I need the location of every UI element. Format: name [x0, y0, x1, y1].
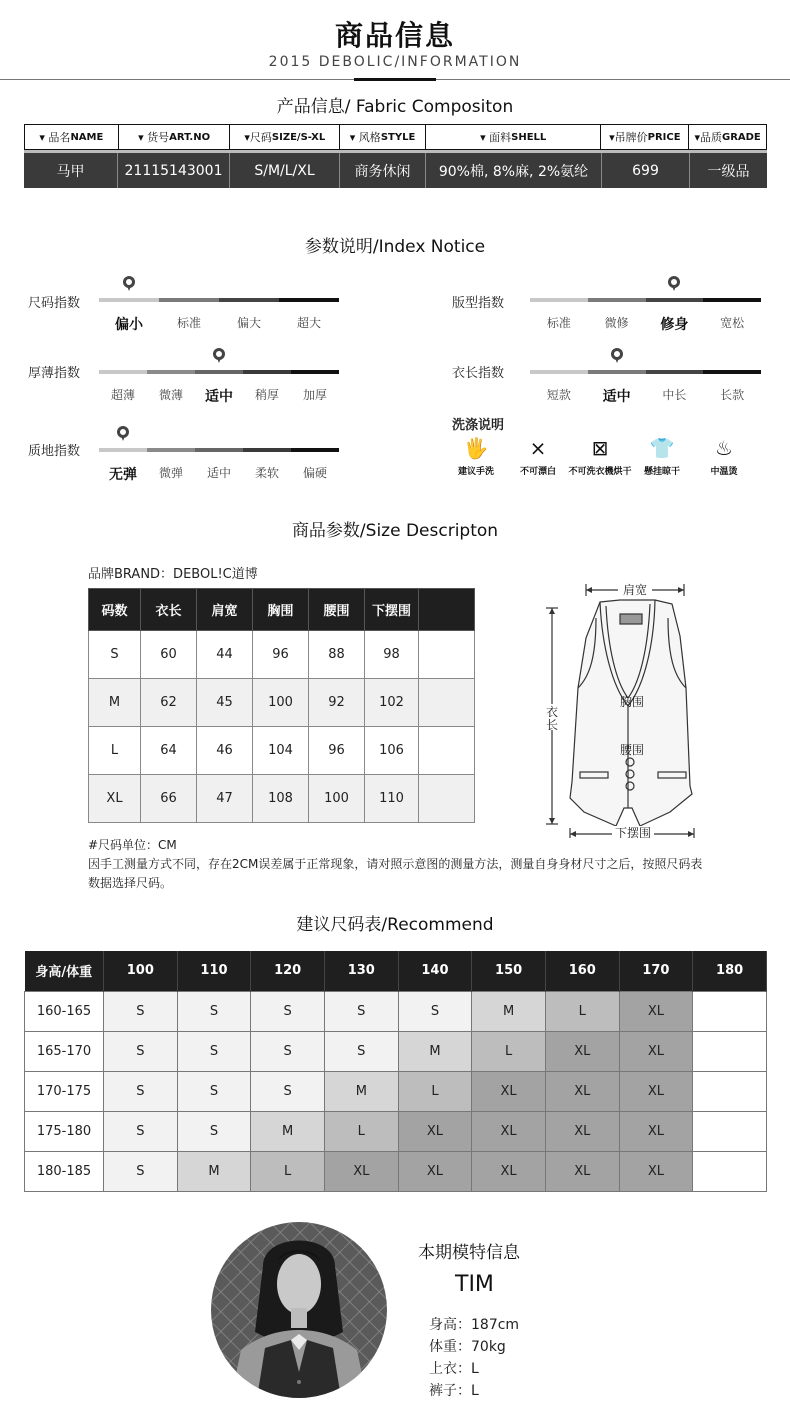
recommend-size-cell: M — [177, 1151, 251, 1191]
table-row — [89, 631, 475, 679]
size-table-header: 衣长 — [141, 589, 197, 631]
recommend-weight-header: 120 — [251, 951, 325, 991]
fabric-table-header — [24, 124, 767, 150]
recommend-size-cell: S — [104, 991, 178, 1031]
index-section-title: 参数说明/Index Notice — [304, 237, 486, 257]
size-table-cell — [419, 775, 475, 823]
recommend-size-cell: S — [251, 1031, 325, 1071]
size-table-cell: 102 — [365, 679, 419, 727]
texture-index-label: 质地指数 — [28, 444, 81, 459]
wash-item-label: 不可洗衣機烘干 — [568, 467, 632, 477]
recommend-height-cell: 170-175 — [25, 1071, 104, 1111]
size-table-cell: 64 — [141, 727, 197, 775]
size-table-cell: 104 — [253, 727, 309, 775]
recommend-size-cell: XL — [619, 1031, 693, 1071]
fit-index-tick: 宽松 — [720, 316, 745, 330]
fabric-cell-2: S/M/L/XL — [230, 153, 340, 188]
recommend-size-cell: S — [251, 1071, 325, 1111]
hang-dry-icon: 👕 — [649, 436, 675, 460]
model-section-title: 本期模特信息 — [418, 1243, 520, 1263]
length-index-tick: 适中 — [602, 389, 631, 405]
size-section-title: 商品参数/Size Descripton — [291, 521, 499, 541]
size-table-header: 下摆围 — [365, 589, 419, 631]
fabric-col-header-6: ▾品质 GRADE — [694, 131, 761, 144]
size-table-cell: 106 — [365, 727, 419, 775]
recommend-size-cell: L — [251, 1151, 325, 1191]
size-table-cell: 62 — [141, 679, 197, 727]
size-table-cell: 88 — [309, 631, 365, 679]
size-table-cell: S — [89, 631, 141, 679]
size-table-cell: XL — [89, 775, 141, 823]
table-row — [25, 1111, 767, 1151]
recommend-size-cell: M — [472, 991, 546, 1031]
recommend-size-cell: M — [251, 1111, 325, 1151]
thickness-index-marker-icon — [213, 348, 225, 360]
size-table — [88, 588, 475, 823]
length-index-marker-icon — [611, 348, 623, 360]
diagram-label-chest: 胸围 — [619, 695, 645, 709]
fabric-cell-3: 商务休闲 — [340, 153, 426, 188]
size-table-header: 腰围 — [309, 589, 365, 631]
recommend-size-cell: XL — [472, 1151, 546, 1191]
size-table-header: 胸围 — [253, 589, 309, 631]
fit-index-tick: 修身 — [660, 317, 689, 333]
recommend-size-cell: XL — [472, 1071, 546, 1111]
recommend-size-cell: S — [324, 991, 398, 1031]
size-table-cell — [419, 631, 475, 679]
size-table-cell: 96 — [253, 631, 309, 679]
model-pants-size: 裤子：L — [429, 1383, 479, 1399]
fit-index-tick: 标准 — [546, 316, 571, 330]
recommend-weight-header: 170 — [619, 951, 693, 991]
fabric-cell-6: 一级品 — [707, 163, 750, 180]
fabric-col-header-5: ▾吊牌价 PRICE — [601, 125, 689, 149]
length-index-tick: 长款 — [720, 388, 745, 402]
thickness-index-tick: 加厚 — [302, 388, 327, 402]
fabric-cell-5: 699 — [602, 153, 690, 188]
table-row — [25, 1151, 767, 1191]
size-table-header: 肩宽 — [197, 589, 253, 631]
thickness-index-tick: 超薄 — [110, 388, 135, 402]
recommend-section-title: 建议尺码表/Recommend — [296, 915, 494, 935]
recommend-size-cell: S — [177, 1111, 251, 1151]
size-table-cell: M — [89, 679, 141, 727]
length-index-label: 衣长指数 — [452, 366, 505, 381]
texture-index-scale — [99, 448, 339, 484]
size-table-cell: 96 — [309, 727, 365, 775]
recommend-weight-header: 100 — [104, 951, 178, 991]
recommend-size-cell: XL — [398, 1151, 472, 1191]
fit-index-marker-icon — [668, 276, 680, 288]
fit-index-label: 版型指数 — [452, 296, 505, 311]
recommend-size-cell — [693, 991, 767, 1031]
fabric-col-header-4: ▾ 面料 SHELL — [426, 125, 602, 149]
texture-index-tick: 柔软 — [254, 466, 279, 480]
recommend-size-cell: XL — [619, 991, 693, 1031]
recommend-size-cell: XL — [545, 1111, 619, 1151]
recommend-size-cell: M — [398, 1031, 472, 1071]
page-subtitle: 2015 DEBOLIC/INFORMATION — [268, 54, 522, 70]
fit-index-scale — [530, 298, 761, 334]
table-row — [89, 727, 475, 775]
size-table-cell: 44 — [197, 631, 253, 679]
length-index-scale — [530, 370, 761, 406]
thickness-index-tick: 微薄 — [158, 388, 183, 402]
svg-text:长: 长 — [545, 718, 559, 732]
size-table-cell: 98 — [365, 631, 419, 679]
recommend-corner-header: 身高/体重 — [25, 951, 104, 991]
fabric-cell-4: 90%棉, 8%麻, 2%氨纶 — [426, 153, 602, 188]
measure-note: 因手工测量方式不同，存在2CM误差属于正常现象，请对照示意图的测量方法，测量自身身材尺寸之后，按照尺码表数据选择尺码。 — [88, 857, 703, 890]
wash-item — [570, 436, 630, 477]
no-tumble-dry-icon: ⊠ — [591, 436, 609, 460]
diagram-label-waist: 腰围 — [619, 743, 645, 757]
diagram-label-length: 衣 — [545, 705, 559, 719]
recommend-size-cell: S — [104, 1071, 178, 1111]
recommend-size-cell: S — [324, 1031, 398, 1071]
fabric-cell-1: 21115143001 — [118, 153, 230, 188]
recommend-size-cell: XL — [324, 1151, 398, 1191]
hand-wash-icon: 🖐 — [463, 436, 489, 460]
thickness-index-scale — [99, 370, 339, 406]
model-avatar — [211, 1222, 387, 1398]
size-index-label: 尺码指数 — [28, 296, 81, 311]
fabric-cell-0: 马甲 — [24, 153, 118, 188]
wash-label: 洗涤说明 — [452, 418, 505, 433]
recommend-size-cell: XL — [619, 1151, 693, 1191]
wash-item — [508, 436, 568, 477]
texture-index-tick: 无弹 — [109, 467, 137, 483]
wash-item-label: 中温烫 — [710, 467, 738, 477]
wash-item-label: 懸挂晾干 — [643, 467, 680, 477]
recommend-size-cell — [693, 1031, 767, 1071]
recommend-height-cell: 175-180 — [25, 1111, 104, 1151]
divider-accent — [354, 78, 436, 81]
thickness-index-tick: 稍厚 — [254, 388, 279, 402]
wash-item — [694, 436, 754, 477]
fabric-col-header-3: ▾ 风格 STYLE — [340, 125, 426, 149]
recommend-size-cell: S — [104, 1031, 178, 1071]
diagram-label-hem: 下摆围 — [614, 826, 652, 838]
recommend-weight-header: 160 — [545, 951, 619, 991]
recommend-size-cell: L — [472, 1031, 546, 1071]
model-height: 身高：187cm — [429, 1317, 520, 1333]
table-row — [89, 775, 475, 823]
size-table-header — [419, 589, 475, 631]
iron-medium-icon: ♨ — [715, 436, 733, 460]
size-table-cell: L — [89, 727, 141, 775]
fabric-col-header-0: ▾ 品名 NAME — [25, 125, 119, 149]
size-index-tick: 偏大 — [236, 316, 261, 330]
fit-index-tick: 微修 — [604, 316, 629, 330]
recommend-size-cell: L — [324, 1111, 398, 1151]
recommend-size-cell: L — [398, 1071, 472, 1111]
recommend-size-cell: S — [398, 991, 472, 1031]
size-index-tick: 标准 — [176, 316, 201, 330]
vest-diagram — [540, 576, 710, 838]
texture-index-bar — [99, 448, 339, 452]
size-table-cell: 108 — [253, 775, 309, 823]
recommend-size-cell: M — [324, 1071, 398, 1111]
recommend-weight-header: 130 — [324, 951, 398, 991]
wash-item — [632, 436, 692, 477]
length-index-tick: 短款 — [546, 388, 571, 402]
fabric-col-header-2: ▾尺码 SIZE/S-XL — [230, 125, 340, 149]
recommend-size-cell: S — [104, 1111, 178, 1151]
table-row — [25, 1031, 767, 1071]
recommend-size-cell — [693, 1151, 767, 1191]
brand-label: 品牌BRAND：DEBOL!C道博 — [88, 567, 258, 582]
fit-index-bar — [530, 298, 761, 302]
size-index-tick: 偏小 — [115, 317, 143, 333]
recommend-size-cell: XL — [545, 1151, 619, 1191]
recommend-size-cell: XL — [472, 1111, 546, 1151]
thickness-index-label: 厚薄指数 — [28, 366, 81, 381]
recommend-size-cell: XL — [398, 1111, 472, 1151]
wash-item-label: 建议手洗 — [457, 467, 494, 477]
recommend-size-cell: XL — [545, 1031, 619, 1071]
size-index-marker-icon — [123, 276, 135, 288]
size-table-header: 码数 — [89, 589, 141, 631]
recommend-size-cell: L — [545, 991, 619, 1031]
texture-index-marker-icon — [117, 426, 129, 438]
thickness-index-bar — [99, 370, 339, 374]
size-table-cell: 100 — [309, 775, 365, 823]
recommend-size-cell: S — [251, 991, 325, 1031]
recommend-size-cell: XL — [619, 1071, 693, 1111]
wash-item — [446, 436, 506, 477]
model-top-size: 上衣：L — [429, 1361, 479, 1377]
size-index-scale — [99, 298, 339, 334]
wash-item-label: 不可漂白 — [519, 467, 556, 477]
no-bleach-icon: ⨯ — [529, 436, 547, 460]
length-index-bar — [530, 370, 761, 374]
table-row — [25, 1071, 767, 1111]
table-row — [25, 991, 767, 1031]
length-index-tick: 中长 — [662, 388, 687, 402]
size-index-bar — [99, 298, 339, 302]
table-row — [89, 679, 475, 727]
fabric-col-header-1: ▾ 货号 ART.NO — [119, 125, 231, 149]
recommend-weight-header: 110 — [177, 951, 251, 991]
size-table-cell — [419, 679, 475, 727]
size-table-cell: 45 — [197, 679, 253, 727]
recommend-size-cell: XL — [545, 1071, 619, 1111]
size-table-cell: 110 — [365, 775, 419, 823]
recommend-height-cell: 165-170 — [25, 1031, 104, 1071]
size-table-cell: 92 — [309, 679, 365, 727]
size-table-cell: 46 — [197, 727, 253, 775]
texture-index-tick: 微弹 — [158, 466, 183, 480]
texture-index-tick: 适中 — [206, 466, 231, 480]
model-weight: 体重：70kg — [429, 1339, 506, 1355]
model-name: TIM — [455, 1272, 494, 1297]
recommend-size-cell: XL — [619, 1111, 693, 1151]
size-table-cell: 60 — [141, 631, 197, 679]
recommend-height-cell: 180-185 — [25, 1151, 104, 1191]
recommend-size-cell: S — [177, 1071, 251, 1111]
recommend-weight-header: 140 — [398, 951, 472, 991]
size-table-cell — [419, 727, 475, 775]
recommend-size-cell — [693, 1111, 767, 1151]
size-index-tick: 超大 — [296, 316, 321, 330]
recommend-size-cell: S — [177, 991, 251, 1031]
page-title: 商品信息 — [334, 19, 455, 52]
texture-index-tick: 偏硬 — [302, 466, 327, 480]
recommend-size-cell — [693, 1071, 767, 1111]
unit-note: #尺码单位：CM — [88, 838, 177, 852]
recommend-weight-header: 180 — [693, 951, 767, 991]
fabric-table — [24, 124, 767, 195]
size-table-cell: 47 — [197, 775, 253, 823]
recommend-weight-header: 150 — [472, 951, 546, 991]
size-table-cell: 100 — [253, 679, 309, 727]
diagram-label-shoulder: 肩宽 — [622, 583, 648, 597]
size-table-cell: 66 — [141, 775, 197, 823]
thickness-index-tick: 适中 — [205, 389, 233, 405]
fabric-section-title: 产品信息/ Fabric Compositon — [276, 97, 514, 117]
fabric-table-row — [24, 150, 767, 188]
wash-icons — [446, 436, 754, 477]
recommend-size-cell: S — [177, 1031, 251, 1071]
recommend-table — [24, 951, 767, 1192]
recommend-height-cell: 160-165 — [25, 991, 104, 1031]
recommend-size-cell: S — [104, 1151, 178, 1191]
